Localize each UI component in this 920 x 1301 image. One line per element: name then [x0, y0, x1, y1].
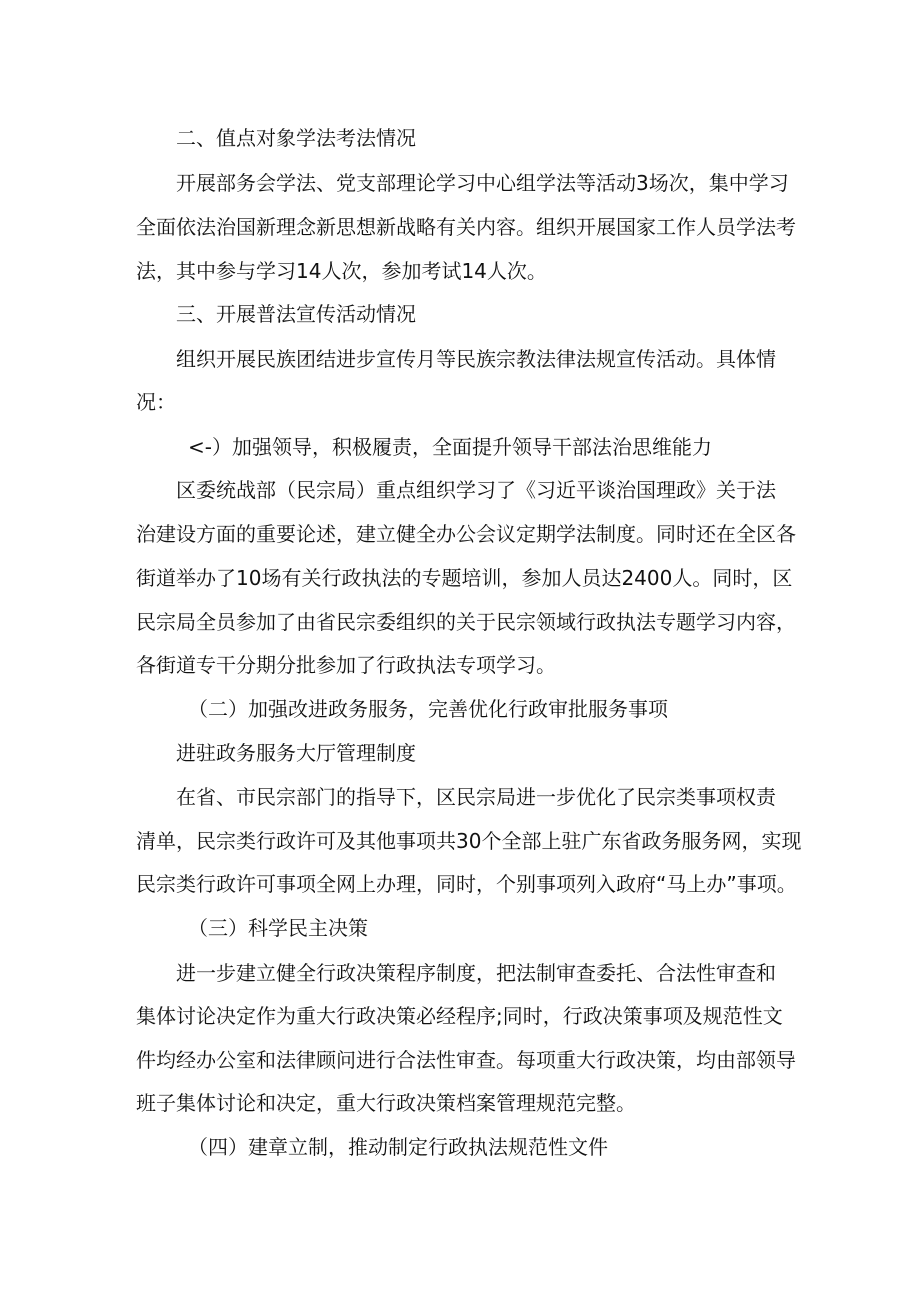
- subsection-heading-3: （三）科学民主决策: [188, 916, 368, 940]
- paragraph-line: 街道举办了10场有关行政执法的专题培训，参加人员达2400人。同时，区: [136, 566, 793, 590]
- paragraph-line: 进驻政务服务大厅管理制度: [176, 741, 416, 765]
- subsection-heading-1: <-）加强领导，积极履责，全面提升领导干部法治思维能力: [188, 435, 712, 459]
- paragraph-line: 全面依法治国新理念新思想新战略有关内容。组织开展国家工作人员学法考: [136, 215, 796, 239]
- paragraph-line: 清单，民宗类行政许可及其他事项共30个全部上驻广东省政务服务网，实现: [136, 829, 802, 853]
- paragraph-line: 民宗局全员参加了由省民宗委组织的关于民宗领域行政执法专题学习内容，: [136, 610, 796, 634]
- paragraph-line: 开展部务会学法、党支部理论学习中心组学法等活动3场次，集中学习: [176, 171, 789, 195]
- paragraph-line: 法，其中参与学习14人次，参加考试14人次。: [136, 259, 547, 283]
- section-heading-2: 二、值点对象学法考法情况: [176, 126, 416, 150]
- paragraph-line: 组织开展民族团结进步宣传月等民族宗教法律法规宣传活动。具体情: [176, 347, 776, 371]
- paragraph-line: 集体讨论决定作为重大行政决策必经程序;同时，行政决策事项及规范性文: [136, 1004, 783, 1028]
- paragraph-line: 班子集体讨论和决定，重大行政决策档案管理规范完整。: [136, 1091, 636, 1115]
- paragraph-line: 民宗类行政许可事项全网上办理，同时，个别事项列入政府“马上办”事项。: [136, 872, 797, 896]
- paragraph-line: 治建设方面的重要论述，建立健全办公会议定期学法制度。同时还在全区各: [136, 522, 796, 546]
- paragraph-line: 件均经办公室和法律顾问进行合法性审查。每项重大行政决策，均由部领导: [136, 1048, 796, 1072]
- paragraph-line: 区委统战部（民宗局）重点组织学习了《习近平谈治国理政》关于法: [176, 478, 776, 502]
- paragraph-line: 况：: [136, 390, 176, 414]
- section-heading-3: 三、开展普法宣传活动情况: [176, 302, 416, 326]
- paragraph-line: 进一步建立健全行政决策程序制度，把法制审查委托、合法性审查和: [176, 961, 776, 985]
- paragraph-line: 各街道专干分期分批参加了行政执法专项学习。: [136, 653, 556, 677]
- subsection-heading-4: （四）建章立制，推动制定行政执法规范性文件: [188, 1135, 608, 1159]
- subsection-heading-2: （二）加强改进政务服务，完善优化行政审批服务事项: [188, 697, 668, 721]
- paragraph-line: 在省、市民宗部门的指导下，区民宗局进一步优化了民宗类事项权责: [176, 785, 776, 809]
